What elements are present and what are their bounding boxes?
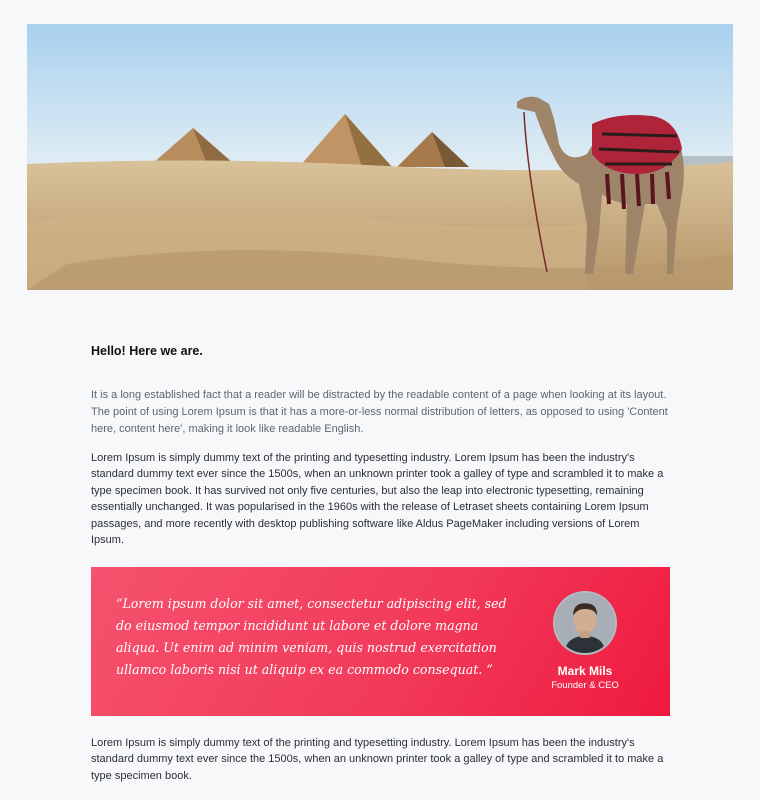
hero-photo-illustration: [27, 24, 733, 290]
hero-image: [27, 24, 733, 290]
testimonial-quote-box: [91, 567, 670, 716]
article-paragraph: Lorem Ipsum is simply dummy text of the printing and typesetting industry. Lorem Ipsum has been the industry's standard dummy text ever since the 1500s, when an unknown printer took a galley of type and scrambled it to make a type specimen book. It has survived not only five centuries, but also the leap into electronic typesetting, remaining essentially unchanged. It was popularised in the 1960s with the release of Letraset sheets containing Lorem Ipsum passages, and more recently with desktop publishing software like Aldus PageMaker including versions of Lorem Ipsum.: [91, 452, 664, 547]
author-name: Mark Mils: [557, 664, 613, 678]
author-role: Founder & CEO: [551, 680, 619, 691]
author-avatar: [553, 591, 617, 655]
author-portrait-icon: [555, 593, 615, 653]
article-paragraph: Lorem Ipsum is simply dummy text of the printing and typesetting industry. Lorem Ipsum has been the industry's standard dummy text ever since the 1500s, when an unknown printer took a galley of type and scrambled it to make a type specimen book.: [91, 737, 664, 782]
article-title: Hello! Here we are.: [91, 344, 203, 358]
quote-text: “Lorem ipsum dolor sit amet, consectetur adipiscing elit, sed do eiusmod tempor incididunt ut labore et dolore magna aliqua. Ut enim ad minim veniam, quis nostrud exercitation ullamco laboris nisi ut aliquip ex ea commodo consequat. “: [116, 596, 507, 677]
article-intro: It is a long established fact that a reader will be distracted by the readable content of a page when looking at its layout. The point of using Lorem Ipsum is that it has a more-or-less normal distribution of letters, as opposed to using 'Content here, content here', making it look like readable English.: [91, 389, 668, 435]
